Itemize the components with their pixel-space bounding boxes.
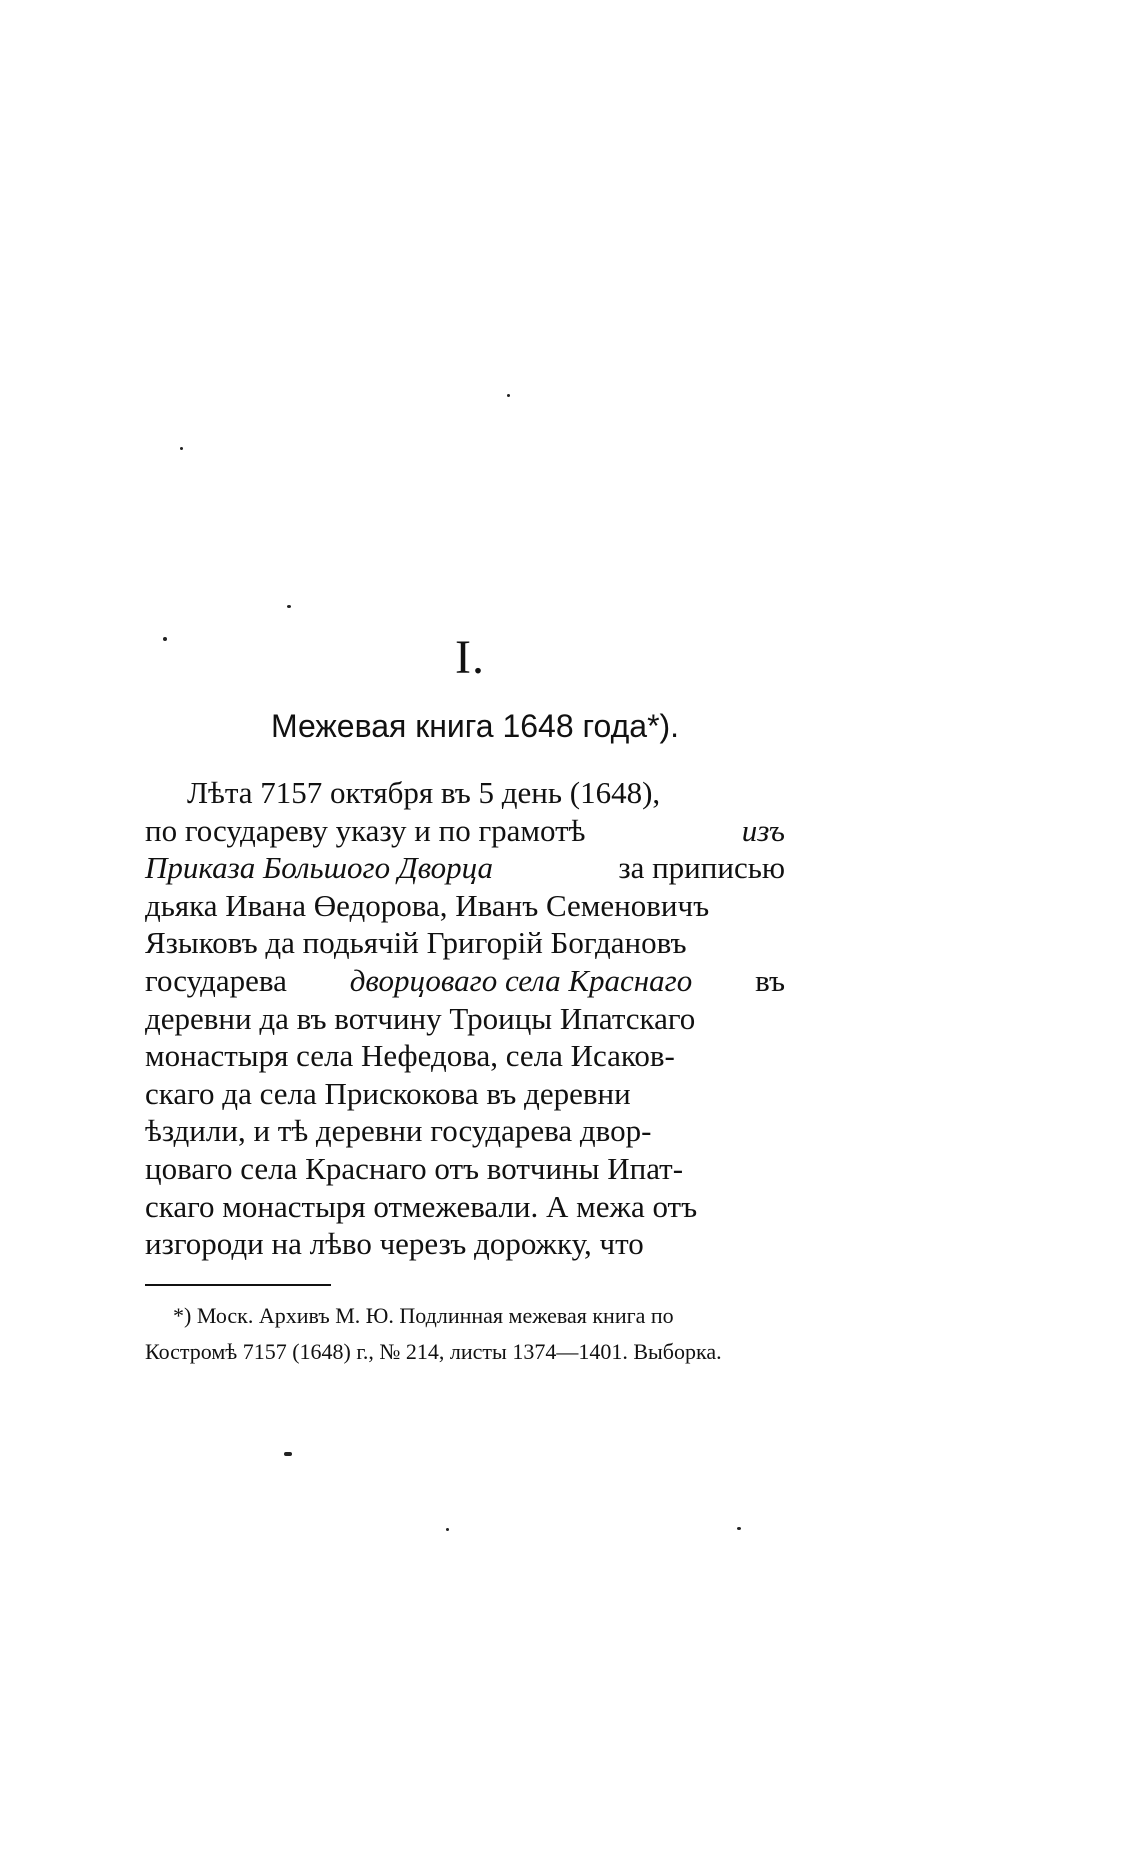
text-line-segment: ѣздили, и тѣ деревни государева двор- xyxy=(145,1113,652,1149)
text-line xyxy=(145,1112,785,1150)
text-line-segment: монастыря села Нефедова, села Исаков- xyxy=(145,1038,675,1074)
text-line-segment: цоваго села Краснаго отъ вотчины Ипат- xyxy=(145,1150,684,1186)
footnote-rule xyxy=(145,1284,331,1286)
text-line-segment: по государеву указу и по грамотѣ xyxy=(145,812,586,848)
text-line xyxy=(145,1000,785,1038)
text-line xyxy=(145,1037,785,1075)
text-line-segment: Лѣта 7157 октября въ 5 день (1648), xyxy=(187,775,661,810)
chapter-title: Межевая книга 1648 года*). xyxy=(270,708,680,744)
text-line-italic-segment: изъ xyxy=(741,812,785,848)
text-line-segment: Языковъ да подьячій Григорій Богдановъ xyxy=(145,925,687,961)
text-line xyxy=(145,924,785,962)
text-line xyxy=(145,1188,785,1226)
footnote-line: *) Моск. Архивъ М. Ю. Подлинная межевая книга по xyxy=(173,1303,674,1328)
scan-speck xyxy=(507,394,510,397)
body-text xyxy=(145,774,785,1263)
footnote-line: Костромѣ 7157 (1648) г., № 214, листы 1374—1401. Выборка. xyxy=(145,1339,722,1364)
text-line xyxy=(145,812,785,850)
text-line xyxy=(145,1225,785,1263)
text-line-segment: въ xyxy=(755,962,785,998)
text-line-italic-segment: Приказа Большого Дворца xyxy=(145,850,493,886)
text-line-segment: скаго да села Прискокова въ деревни xyxy=(145,1075,631,1111)
text-line xyxy=(145,887,785,925)
text-line-italic-segment: дворцоваго села Краснаго xyxy=(349,962,693,998)
text-line xyxy=(145,774,785,812)
scan-speck xyxy=(284,1452,292,1456)
chapter-numeral: I. xyxy=(455,631,485,684)
text-line-segment: изгороди на лѣво черезъ дорожку, что xyxy=(145,1226,644,1262)
text-line xyxy=(145,1150,785,1188)
text-line-segment: скаго монастыря отмежевали. А межа отъ xyxy=(145,1188,698,1224)
footnote xyxy=(145,1298,785,1370)
text-line-segment: деревни да въ вотчину Троицы Ипатскаго xyxy=(145,1000,696,1036)
text-line xyxy=(145,1075,785,1113)
text-line-segment: за приписью xyxy=(618,850,785,886)
scan-speck xyxy=(180,447,183,450)
text-line xyxy=(145,849,785,887)
text-line xyxy=(145,962,785,1000)
scan-speck xyxy=(163,637,167,641)
scan-speck xyxy=(737,1527,741,1530)
text-line-segment: дьяка Ивана Өедорова, Иванъ Семеновичъ xyxy=(145,887,710,923)
scan-speck xyxy=(446,1528,449,1531)
text-line-segment: государева xyxy=(145,962,287,998)
scan-speck xyxy=(287,605,291,608)
